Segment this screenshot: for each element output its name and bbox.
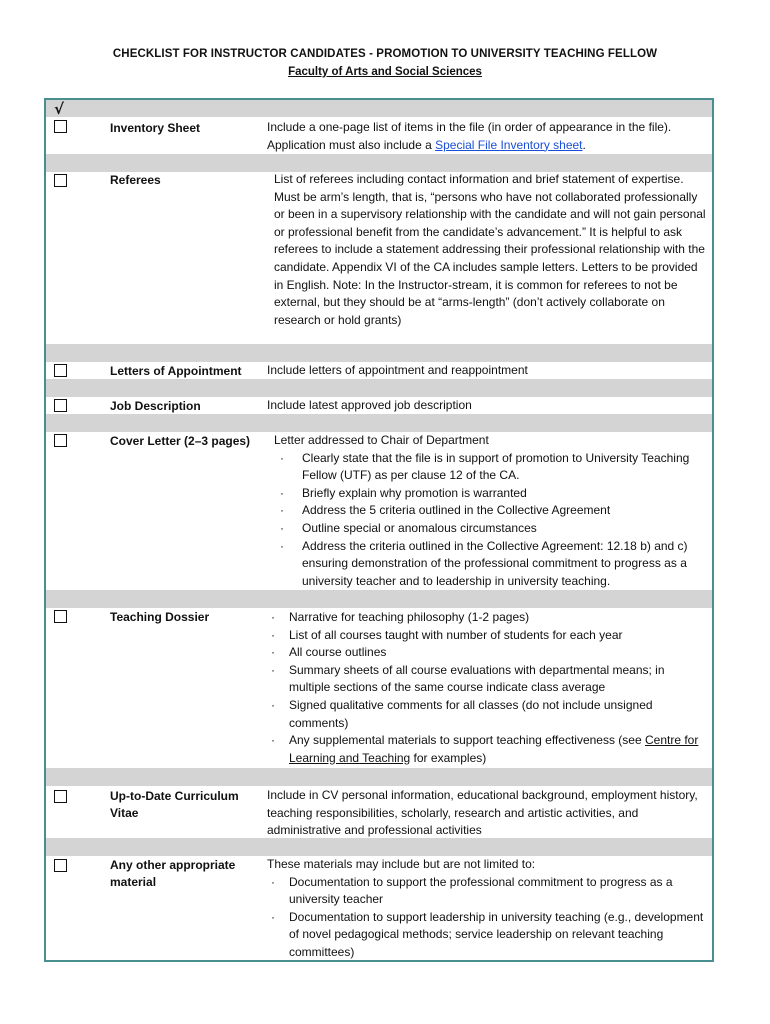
checklist-table bbox=[44, 98, 714, 962]
row-description bbox=[267, 856, 707, 962]
list-item: · Narrative for teaching philosophy (1-2 pages) bbox=[267, 609, 707, 627]
row-description-text: Include in CV personal information, educational background, employment history, teaching responsibilities, scholarly, research and artistic activities, and administrative and professional activities bbox=[267, 788, 698, 838]
cover-letter-bullets bbox=[274, 450, 709, 591]
row-description-text: List of referees including contact information and brief statement of expertise. Must be arm’s length, that is, “persons who have not collaborated professionally or been in a supervisory relationship with the candidate and will not gain personal or professional benefit from the candidate’s advancement.” It is helpful to ask referees to include a statement addressing their professional relationship with the candidate. Appendix VI of the CA includes sample letters. Letters to be provided in English. Note: In the Instructor-stream, it is common for referees to not be external, but they should be at “arms-length” (don’t actively collaborate on research or hold grants) bbox=[274, 172, 706, 327]
list-item bbox=[267, 732, 707, 767]
special-file-inventory-link[interactable]: Special File Inventory sheet bbox=[435, 137, 583, 152]
referees-checkbox[interactable] bbox=[54, 174, 67, 187]
row-description-text: Letter addressed to Chair of Department bbox=[274, 433, 489, 447]
row-description bbox=[267, 432, 709, 590]
row-label: Inventory Sheet bbox=[110, 121, 201, 135]
row-description bbox=[267, 397, 712, 415]
job-description-checkbox[interactable] bbox=[54, 399, 67, 412]
row-description bbox=[267, 609, 707, 767]
list-item: · List of all courses taught with number of students for each year bbox=[267, 627, 707, 645]
row-separator bbox=[46, 590, 712, 608]
list-item: · Address the criteria outlined in the Collective Agreement: 12.18 b) and c) ensuring demonstration of the professional commitment to progress as a university teacher and to leadership in university teaching. bbox=[274, 538, 709, 591]
row-separator bbox=[46, 414, 712, 432]
row-description-text: Include latest approved job description bbox=[267, 398, 472, 412]
cover-letter-checkbox[interactable] bbox=[54, 434, 67, 447]
row-description bbox=[267, 787, 712, 840]
list-item: · Address the 5 criteria outlined in the Collective Agreement bbox=[274, 502, 709, 520]
row-separator bbox=[46, 344, 712, 362]
centre-for-learning-and-teaching-link[interactable]: Centre for Learning and Teaching bbox=[289, 733, 699, 765]
row-description bbox=[267, 362, 712, 380]
row-label: Teaching Dossier bbox=[110, 610, 210, 624]
list-item: · Signed qualitative comments for all classes (do not include unsigned comments) bbox=[267, 697, 707, 732]
checkmark-icon: √ bbox=[54, 100, 65, 118]
list-item-text: Any supplemental materials to support teaching effectiveness (see bbox=[289, 733, 645, 748]
row-description-text: . bbox=[582, 137, 586, 152]
list-item: · Briefly explain why promotion is warranted bbox=[274, 485, 709, 503]
row-label: Any other appropriate material bbox=[110, 858, 236, 889]
other-material-bullets bbox=[267, 874, 707, 962]
teaching-dossier-bullets bbox=[267, 609, 707, 767]
inventory-sheet-checkbox[interactable] bbox=[54, 120, 67, 133]
row-separator bbox=[46, 100, 712, 117]
teaching-dossier-checkbox[interactable] bbox=[54, 610, 67, 623]
row-description-text: Include letters of appointment and reappointment bbox=[267, 363, 528, 377]
row-description bbox=[267, 119, 712, 154]
curriculum-vitae-checkbox[interactable] bbox=[54, 790, 67, 803]
row-label: Letters of Appointment bbox=[110, 364, 242, 378]
row-label: Up-to-Date Curriculum Vitae bbox=[110, 789, 239, 820]
list-item-text: for examples) bbox=[410, 750, 487, 765]
row-description bbox=[267, 171, 709, 329]
letters-of-appointment-checkbox[interactable] bbox=[54, 364, 67, 377]
row-separator bbox=[46, 379, 712, 397]
list-item: · Clearly state that the file is in support of promotion to University Teaching Fellow (UTF) as per clause 12 of the CA. bbox=[274, 450, 709, 485]
other-material-checkbox[interactable] bbox=[54, 859, 67, 872]
row-separator bbox=[46, 154, 712, 172]
row-description-text: These materials may include but are not limited to: bbox=[267, 857, 536, 871]
page-subtitle: Faculty of Arts and Social Sciences bbox=[288, 66, 482, 78]
row-label: Referees bbox=[110, 173, 161, 187]
row-separator bbox=[46, 838, 712, 856]
row-separator bbox=[46, 768, 712, 786]
list-item: · Documentation to support the professional commitment to progress as a university teacher bbox=[267, 874, 707, 909]
list-item: · Outline special or anomalous circumstances bbox=[274, 520, 709, 538]
list-item: · Summary sheets of all course evaluations with departmental means; in multiple sections of the same course indicate class average bbox=[267, 662, 707, 697]
row-description-text: Include a one-page list of items in the file (in order of appearance in the file). Application must also include a bbox=[267, 120, 672, 152]
row-label: Job Description bbox=[110, 399, 201, 413]
list-item: · All course outlines bbox=[267, 644, 707, 662]
row-label: Cover Letter (2–3 pages) bbox=[110, 434, 251, 448]
page-title: CHECKLIST FOR INSTRUCTOR CANDIDATES - PROMOTION TO UNIVERSITY TEACHING FELLOW bbox=[112, 48, 658, 60]
list-item: · Documentation to support leadership in university teaching (e.g., development of novel pedagogical methods; service leadership on relevant teaching committees) bbox=[267, 909, 707, 962]
